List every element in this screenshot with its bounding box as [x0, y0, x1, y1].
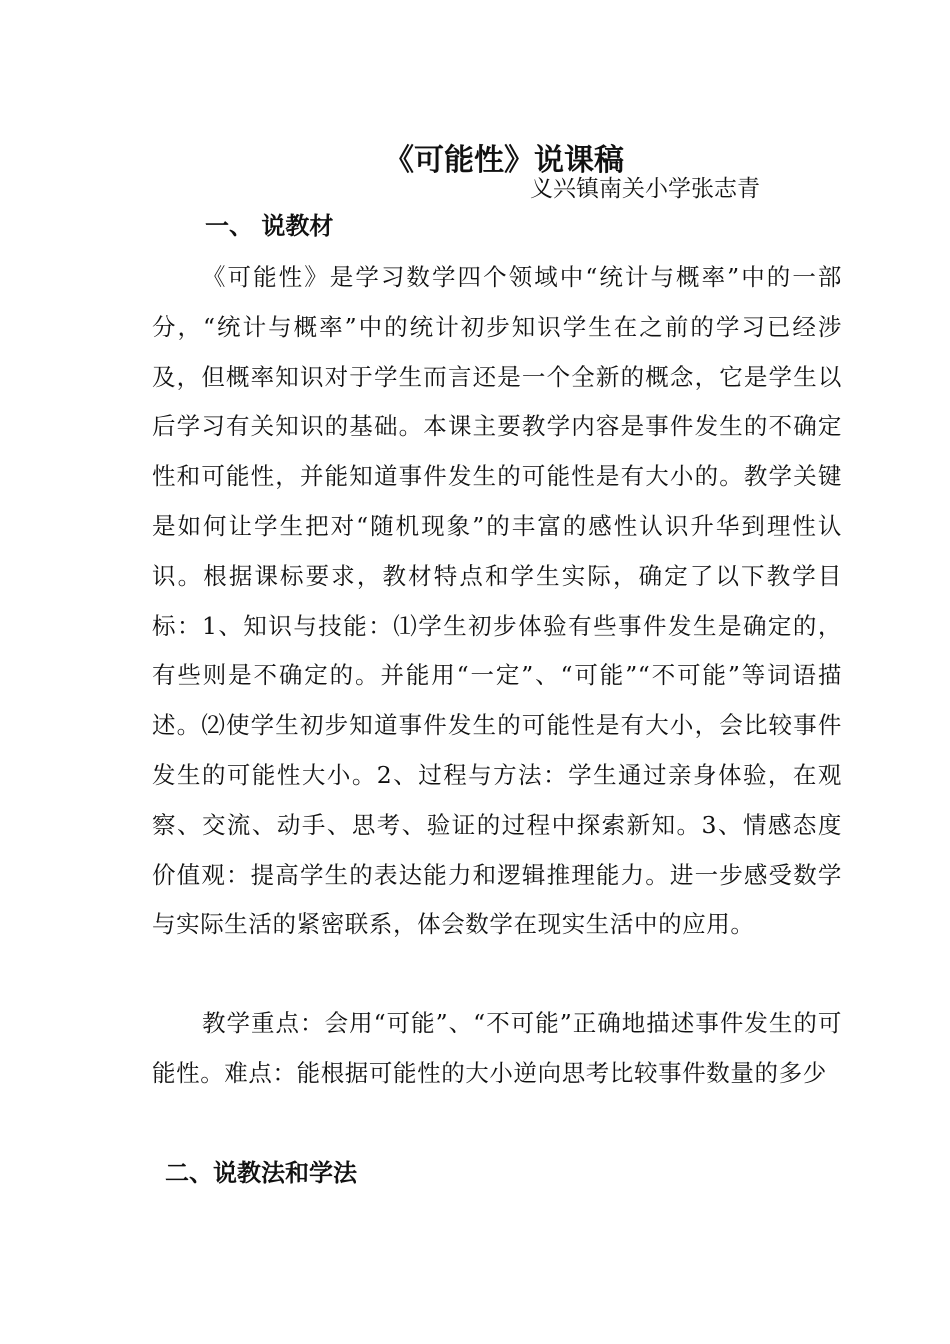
- author-line: 义兴镇南关小学张志青: [530, 176, 760, 202]
- section-heading-teaching-material: 一、 说教材: [205, 212, 334, 240]
- paragraph-key-points: 教学重点：会用“可能”、“不可能”正确地描述事件发生的可能性。难点：能根据可能性的大小逆向思考比较事件数量的多少: [152, 1009, 842, 1087]
- paragraph-teaching-material: 《可能性》是学习数学四个领域中“统计与概率”中的一部分，“统计与概率”中的统计初步知识学生在之前的学习已经涉及，但概率知识对于学生而言还是一个全新的概念，它是学生以后学习有关知识的基础。本课主要教学内容是事件发生的不确定性和可能性，并能知道事件发生的可能性是有大小的。教学关键是如何让学生把对“随机现象”的丰富的感性认识升华到理性认识。根据课标要求，教材特点和学生实际，确定了以下教学目标：1、知识与技能：⑴学生初步体验有些事件发生是确定的，有些则是不确定的。并能用“一定”、“可能”“不可能”等词语描述。⑵使学生初步知道事件发生的可能性是有大小，会比较事件发生的可能性大小。2、过程与方法：学生通过亲身体验，在观察、交流、动手、思考、验证的过程中探索新知。3、情感态度价值观：提高学生的表达能力和逻辑推理能力。进一步感受数学与实际生活的紧密联系，体会数学在现实生活中的应用。: [152, 263, 842, 939]
- section-heading-teaching-methods: 二、说教法和学法: [165, 1159, 357, 1187]
- document-title: 《可能性》说课稿: [384, 143, 624, 178]
